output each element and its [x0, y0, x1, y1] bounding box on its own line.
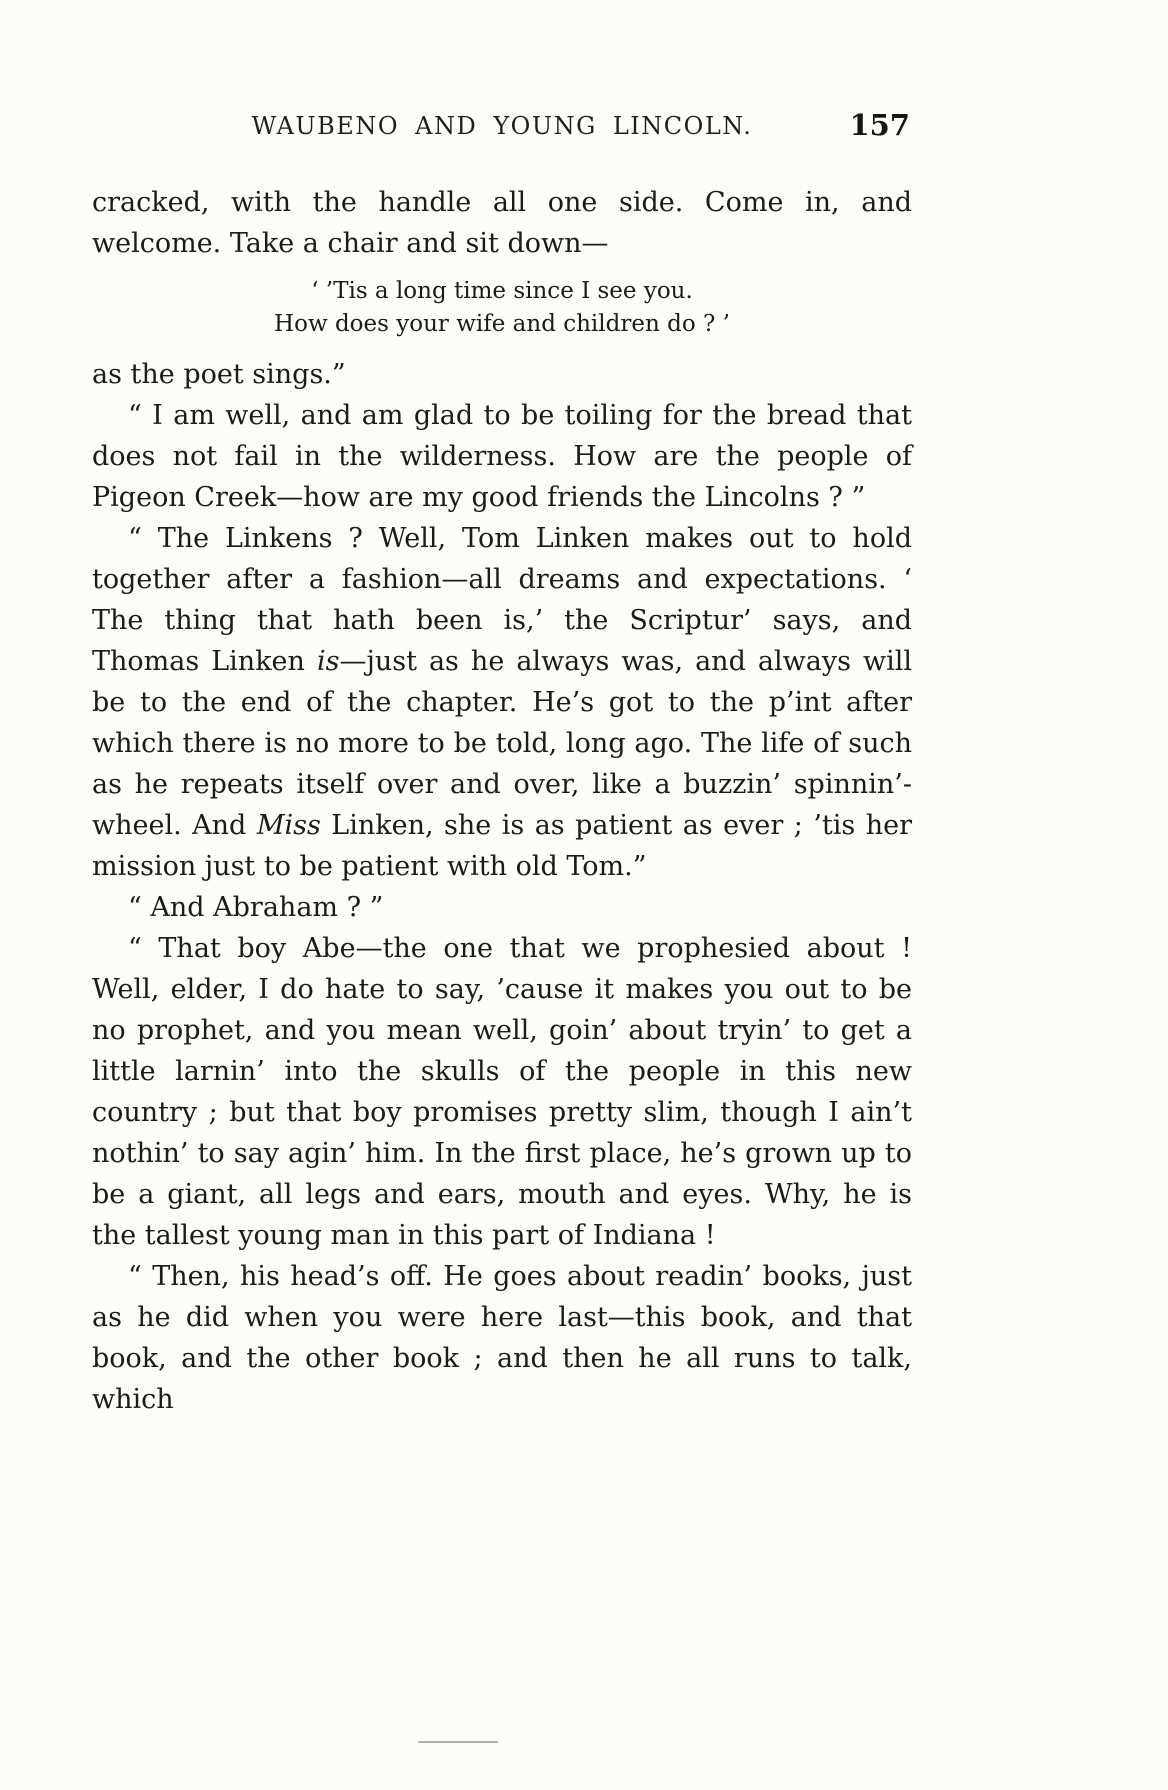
text-segment: “ Then, his head’s off. He goes about readin’ books, just as he did when you were here last—this book, and that book, and the other book ; and then he all runs to talk, which — [92, 1261, 912, 1415]
text-segment: “ I am well, and am glad to be toiling for the bread that does not fail in the wilderness. How are the people of Pigeon Creek—how are my good friends the Lincolns ? ” — [92, 400, 912, 513]
running-title: WAUBENO AND YOUNG LINCOLN. — [251, 112, 753, 140]
text-segment: cracked, with the handle all one side. Come in, and welcome. Take a chair and sit down— — [92, 187, 912, 259]
paragraph — [92, 518, 912, 887]
page-body — [92, 182, 912, 1420]
scan-artifact-line — [418, 1741, 498, 1743]
page-number: 157 — [849, 108, 910, 142]
paragraph — [92, 354, 912, 395]
verse-line: ‘ ’Tis a long time since I see you. — [311, 278, 693, 304]
text-segment: Linken, she is as patient as ever ; ’tis her mission just to be patient with old Tom.” — [92, 810, 912, 882]
verse-line: How does your wife and children do ? ’ — [274, 311, 730, 337]
verse-block — [92, 275, 912, 341]
italic-text: is — [316, 646, 340, 677]
page-inner — [92, 108, 912, 1420]
italic-text: Miss — [256, 810, 321, 841]
paragraph — [92, 395, 912, 518]
paragraph — [92, 1256, 912, 1420]
paragraph — [92, 928, 912, 1256]
text-segment: “ The Linkens ? Well, Tom Linken makes out to hold together after a fashion—all dreams and expectations. ‘ The thing that hath been is,’ the Scriptur’ says, and Thomas Linken — [92, 523, 912, 677]
paragraph — [92, 887, 912, 928]
paragraph — [92, 182, 912, 264]
text-segment: “ That boy Abe—the one that we prophesied about ! Well, elder, I do hate to say, ’cause it makes you out to be no prophet, and you mean well, goin’ about tryin’ to get a little larnin’ into the skulls of the people in this new country ; but that boy promises pretty slim, though I ain’t nothin’ to say agin’ him. In the first place, he’s grown up to be a giant, all legs and ears, mouth and eyes. Why, he is the tallest young man in this part of Indiana ! — [92, 933, 912, 1251]
page-header — [92, 108, 912, 152]
text-segment: as the poet sings.” — [92, 359, 346, 390]
text-segment: “ And Abraham ? ” — [128, 892, 384, 923]
text-segment: —just as he always was, and always will be to the end of the chapter. He’s got to the p’int after which there is no more to be told, long ago. The life of such as he repeats itself over and over, like a buzzin’ spinnin’-wheel. And — [92, 646, 912, 841]
